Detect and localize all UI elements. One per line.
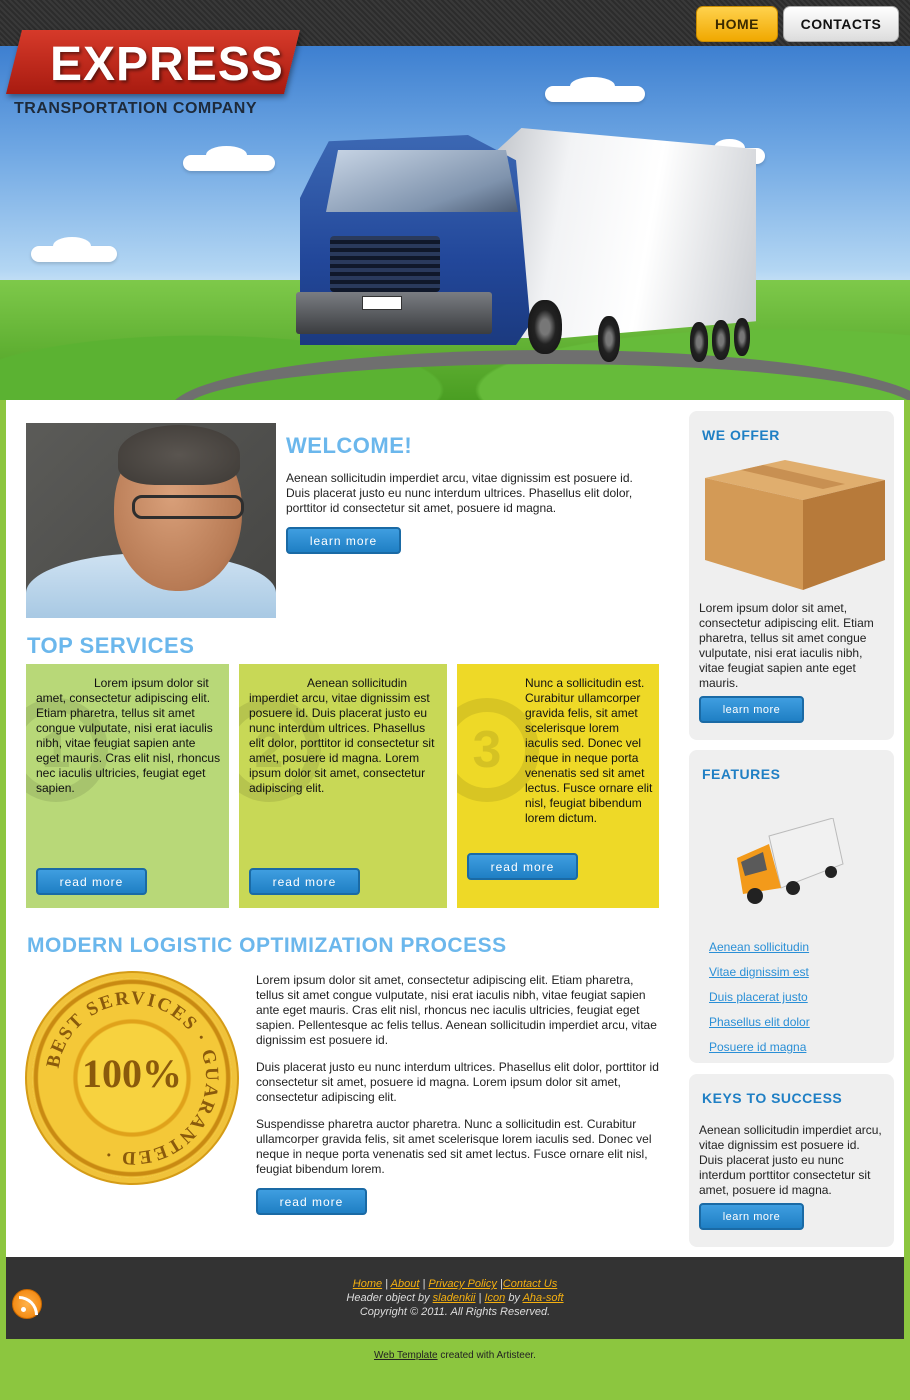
nav-contacts-button[interactable]: CONTACTS — [783, 6, 899, 42]
welcome-title: WELCOME! — [286, 433, 413, 458]
features-title: FEATURES — [702, 766, 781, 782]
we-offer-text: Lorem ipsum dolor sit amet, consectetur adipiscing elit. Etiam pharetra, tellus sit amet congue vulputate, nisi erat iaculis nibh, vitae feugiat sapien ante eget mauris. — [699, 601, 874, 690]
seal-arc-text: BEST SERVICES · GUARANTEED · — [42, 987, 223, 1169]
truck-wheel — [734, 318, 750, 356]
cloud — [31, 246, 117, 262]
logo-title[interactable]: EXPRESS — [50, 38, 284, 91]
footer-link-privacy[interactable]: Privacy Policy — [428, 1278, 497, 1290]
truck-wheel — [598, 316, 620, 362]
truck-wheel — [528, 300, 562, 354]
seal-icon — [32, 978, 232, 1178]
logistic-paragraph: Suspendisse pharetra auctor pharetra. Nunc a sollicitudin est. Curabitur ullamcorper gravida felis, sit amet scelerisque lorem iaculis sed. Donec vel neque in neque porta venenatis sed sit amet lectus. Fusce ornare elit nisl, feugiat bibendum lorem. — [256, 1117, 652, 1176]
truck-wheel — [712, 320, 730, 360]
seal-value: 100% — [82, 1051, 182, 1096]
logistic-read-more-button[interactable]: read more — [256, 1188, 367, 1215]
welcome-photo — [26, 423, 276, 618]
footer-credit-icon-author-link[interactable]: Aha-soft — [522, 1292, 564, 1304]
footer-credit: Header object by sladenkii | Icon by Aha-soft — [346, 1292, 564, 1304]
service-text: Lorem ipsum dolor sit amet, consectetur adipiscing elit. Etiam pharetra, tellus sit amet congue vulputate, nisi erat iaculis nibh, vitae feugiat sapien ante eget mauris. Cras elit nisl, rhoncus nec iaculis ultricies, feugiat eget sapien. — [36, 676, 221, 795]
footer-link-home[interactable]: Home — [352, 1278, 383, 1290]
service-number-icon: 1 — [26, 698, 108, 802]
service-text: Aenean sollicitudin imperdiet arcu, vitae dignissim est posuere id. Duis placerat justo eu nunc interdum ultrices. Phasellus elit dolor, porttitor id consectetur sit amet, posuere id magna. Lorem ipsum dolor sit amet, consectetur adipiscing elit. — [249, 676, 435, 795]
service-1-read-more-button[interactable]: read more — [36, 868, 147, 895]
footer-credit-by: by — [508, 1292, 520, 1304]
cloud — [545, 86, 645, 102]
box-icon — [705, 460, 885, 590]
service-text: Nunc a sollicitudin est. Curabitur ullamcorper gravida felis, sit amet scelerisque lorem iaculis sed. Donec vel neque in neque porta venenatis sed sit amet lectus. Fusce ornare elit nisl, feugiat bibendum lorem dictum. — [525, 676, 653, 825]
footer-link-contact[interactable]: Contact Us — [502, 1278, 558, 1290]
footer-links: Home | About | Privacy Policy |Contact Us — [352, 1278, 558, 1290]
welcome-learn-more-button[interactable]: learn more — [286, 527, 401, 554]
truck-icon — [733, 818, 845, 908]
features-link[interactable]: Aenean sollicitudin — [709, 940, 810, 954]
truck-wheel — [690, 322, 708, 362]
features-link[interactable]: Vitae dignissim est — [709, 965, 809, 979]
cloud — [183, 155, 275, 171]
logistic-paragraph: Lorem ipsum dolor sit amet, consectetur adipiscing elit. Etiam pharetra, tellus sit amet congue vulputate, nisi erat iaculis nibh, vitae feugiat sapien ante eget mauris. Cras elit nisl, rhoncus nec iaculis ultricies, feugiat eget sapien. Pellentesque ac felis tellus. Aenean sollicitudin imperdiet arcu, vitae dignissim est posuere id. — [256, 973, 657, 1047]
service-2-read-more-button[interactable]: read more — [249, 868, 360, 895]
service-number-icon: 2 — [239, 698, 321, 802]
nav-home-button[interactable]: HOME — [696, 6, 778, 42]
bottom-credit — [0, 1350, 910, 1361]
header-banner — [0, 0, 910, 400]
we-offer-learn-more-button[interactable]: learn more — [699, 696, 804, 723]
footer — [6, 1257, 904, 1339]
truck-grille — [330, 236, 440, 292]
rss-icon[interactable] — [12, 1289, 42, 1319]
footer-credit-author-link[interactable]: sladenkii — [432, 1292, 476, 1304]
photo-glasses — [132, 495, 244, 519]
logistic-title: MODERN LOGISTIC OPTIMIZATION PROCESS — [27, 934, 507, 957]
service-number-icon: 3 — [457, 698, 539, 802]
logistic-paragraph: Duis placerat justo eu nunc interdum ultrices. Phasellus elit dolor, porttitor id consectetur sit amet, posuere id magna. Lorem ipsum dolor sit amet, consectetur adipiscing elit. — [256, 1060, 659, 1104]
logo-subtitle: TRANSPORTATION COMPANY — [14, 100, 257, 117]
footer-copyright: Copyright © 2011. All Rights Reserved. — [359, 1306, 551, 1318]
we-offer-title: WE OFFER — [702, 427, 780, 443]
truck-windshield — [322, 150, 522, 212]
top-services-title: TOP SERVICES — [27, 633, 195, 658]
footer-link-about[interactable]: About — [390, 1278, 420, 1290]
keys-text: Aenean sollicitudin imperdiet arcu, vitae dignissim est posuere id. Duis placerat justo eu nunc interdum porttitor consectetur sit amet, posuere id magna. — [699, 1123, 882, 1197]
features-link[interactable]: Posuere id magna — [709, 1040, 807, 1054]
features-link[interactable]: Duis placerat justo — [709, 990, 808, 1004]
web-template-link[interactable]: Web Template — [374, 1350, 438, 1361]
service-3-read-more-button[interactable]: read more — [467, 853, 578, 880]
features-link[interactable]: Phasellus elit dolor — [709, 1015, 810, 1029]
bottom-credit-text: created with Artisteer. — [440, 1350, 536, 1361]
truck-plate — [362, 296, 402, 310]
photo-hair — [118, 425, 240, 485]
keys-learn-more-button[interactable]: learn more — [699, 1203, 804, 1230]
footer-credit-prefix: Header object by — [346, 1292, 430, 1304]
welcome-text: Aenean sollicitudin imperdiet arcu, vitae dignissim est posuere id. Duis placerat justo eu nunc interdum ultrices. Phasellus elit dolor, porttitor id consectetur sit amet, posuere id magna. — [286, 471, 633, 515]
keys-title: KEYS TO SUCCESS — [702, 1090, 843, 1106]
footer-credit-icon-link[interactable]: Icon — [484, 1292, 506, 1304]
